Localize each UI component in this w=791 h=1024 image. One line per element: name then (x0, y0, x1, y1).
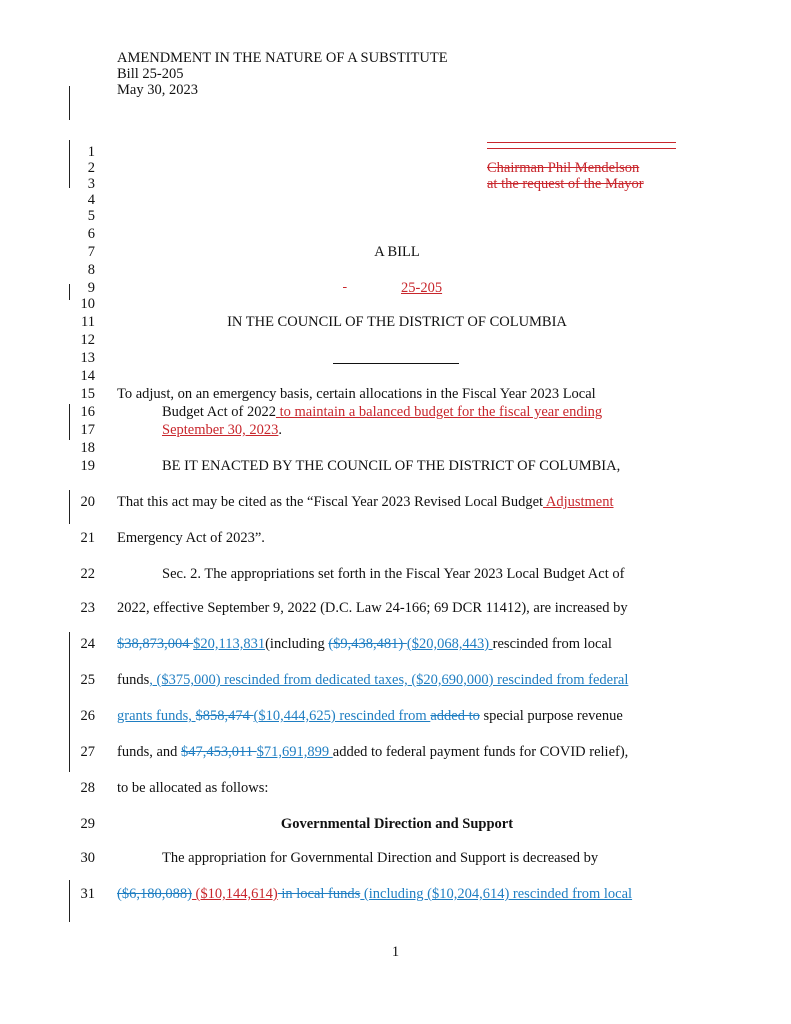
change-bar (69, 490, 70, 524)
sec2-line26: grants funds, $858,474 ($10,444,625) rescinded from added to special purpose revenue (117, 708, 623, 724)
document-date: May 30, 2023 (117, 82, 198, 98)
line-number: 21 (80, 530, 95, 546)
sponsor-name: Chairman Phil Mendelson (487, 160, 640, 176)
line-number: 5 (87, 208, 95, 224)
line-number: 7 (87, 244, 95, 260)
sec1-line20: That this act may be cited as the “Fiscal Year 2023 Revised Local Budget Adjustment (117, 494, 614, 510)
long-title-line2: Budget Act of 2022 to maintain a balanced budget for the fiscal year ending (162, 404, 603, 420)
line-number: 18 (80, 440, 95, 456)
enacting-clause: BE IT ENACTED BY THE COUNCIL OF THE DISTRICT OF COLUMBIA, (162, 458, 621, 474)
line-number: 12 (80, 332, 95, 348)
sec2-line23: 2022, effective September 9, 2022 (D.C. Law 24-166; 69 DCR 11412), are increased by (117, 600, 628, 616)
line-number: 1 (87, 144, 95, 160)
line-number: 15 (80, 386, 95, 402)
change-bar (69, 284, 70, 300)
line-number: 22 (80, 566, 95, 582)
sec2-line25: funds, ($375,000) rescinded from dedicated taxes, ($20,690,000) rescinded from federal (117, 672, 629, 688)
change-bar (69, 632, 70, 772)
line-number: 19 (80, 458, 95, 474)
line-number: 14 (80, 368, 95, 384)
line-number: 3 (87, 176, 95, 192)
bill-number: 25-205 (401, 280, 443, 296)
line-number: 16 (80, 404, 95, 420)
line-number: 30 (80, 850, 95, 866)
council-heading: IN THE COUNCIL OF THE DISTRICT OF COLUMBIA (227, 314, 567, 330)
change-bar (69, 404, 70, 440)
line-number: 4 (87, 192, 95, 208)
gov-line31: ($6,180,088) ($10,144,614) in local funds (including ($10,204,614) rescinded from local (117, 886, 633, 902)
long-title-line3: September 30, 2023. (162, 422, 283, 438)
line-number: 28 (80, 780, 95, 796)
sponsor-note: at the request of the Mayor (487, 176, 644, 192)
line-number: 2 (87, 160, 95, 176)
line-number: 9 (87, 280, 95, 296)
line-number: 25 (80, 672, 95, 688)
blank-rule (333, 363, 459, 364)
line-number: 6 (87, 226, 95, 242)
bill-number-line (343, 280, 442, 297)
page-number: 1 (391, 944, 400, 960)
line-number: 20 (80, 494, 95, 510)
change-bar (69, 880, 70, 922)
line-number: 17 (80, 422, 95, 438)
line-number: 31 (80, 886, 95, 902)
document-title: AMENDMENT IN THE NATURE OF A SUBSTITUTE (117, 50, 448, 66)
line-number: 13 (80, 350, 95, 366)
gov-line30: The appropriation for Governmental Direction and Support is decreased by (162, 850, 599, 866)
sponsor-rule (487, 148, 676, 149)
line-number: 23 (80, 600, 95, 616)
sponsor-rule (487, 142, 676, 143)
sec2-line27: funds, and $47,453,011 $71,691,899 added to federal payment funds for COVID relief), (117, 744, 629, 760)
change-bar (69, 140, 70, 188)
line-number: 8 (87, 262, 95, 278)
bill-heading: A BILL (374, 244, 420, 260)
line-number: 29 (80, 816, 95, 832)
line-number: 26 (80, 708, 95, 724)
line-number: 11 (81, 314, 95, 330)
long-title-line1: To adjust, on an emergency basis, certain allocations in the Fiscal Year 2023 Local (117, 386, 596, 402)
change-bar (69, 86, 70, 120)
sec1-line21: Emergency Act of 2023”. (117, 530, 265, 546)
bill-id: Bill 25-205 (117, 66, 184, 82)
line-number: 27 (80, 744, 95, 760)
sec2-line28: to be allocated as follows: (117, 780, 269, 796)
line-number: 10 (80, 296, 95, 312)
sec2-line24: $38,873,004 $20,113,831(including ($9,438,481) ($20,068,443) rescinded from local (117, 636, 612, 652)
line-number: 24 (80, 636, 95, 652)
sec2-line22: Sec. 2. The appropriations set forth in the Fiscal Year 2023 Local Budget Act of (162, 566, 625, 582)
section-heading: Governmental Direction and Support (280, 816, 514, 832)
